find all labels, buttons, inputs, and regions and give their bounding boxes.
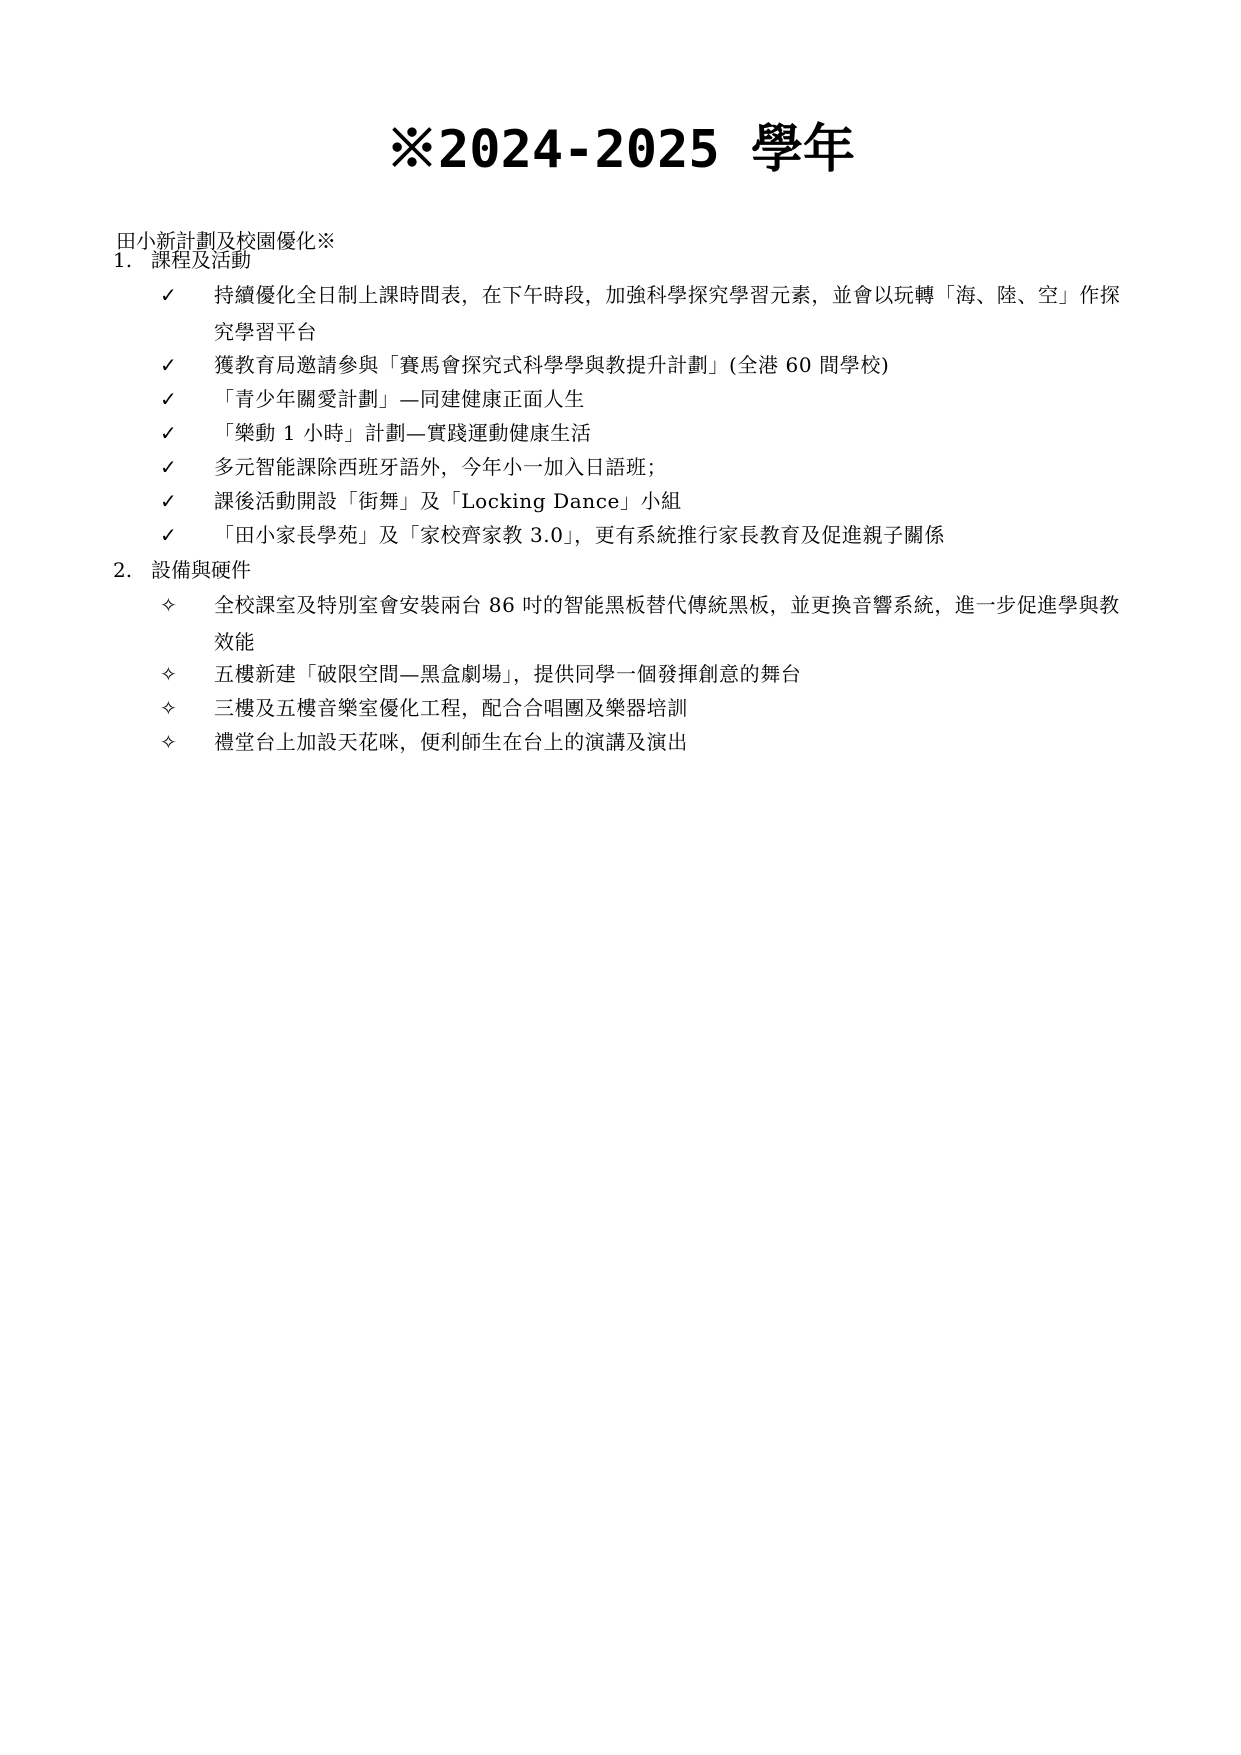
list-item-text: 課後活動開設「街舞」及「Locking Dance」小組 xyxy=(214,489,682,513)
list-item xyxy=(160,277,1140,351)
section-number: 2. xyxy=(113,558,133,582)
check-icon: ✓ xyxy=(160,523,177,547)
section-title: 設備與硬件 xyxy=(151,558,251,582)
check-icon: ✓ xyxy=(160,455,177,479)
page-subtitle: 田小新計劃及校園優化※ xyxy=(116,229,336,253)
list-item-text: 「青少年關愛計劃」—同建健康正面人生 xyxy=(214,387,585,411)
list-item xyxy=(160,724,1140,761)
list-item xyxy=(160,347,1140,384)
list-item xyxy=(160,517,1140,554)
list-item xyxy=(160,656,1140,693)
four-point-star-icon: ✧ xyxy=(160,593,177,617)
check-icon: ✓ xyxy=(160,353,177,377)
four-point-star-icon: ✧ xyxy=(160,662,177,686)
section-title: 課程及活動 xyxy=(151,248,251,272)
four-point-star-icon: ✧ xyxy=(160,696,177,720)
section-heading-facilities xyxy=(113,555,251,585)
list-item-text: 「田小家長學苑」及「家校齊家教 3.0」，更有系統推行家長教育及促進親子關係 xyxy=(214,523,945,547)
list-item xyxy=(160,415,1140,452)
list-item-text: 禮堂台上加設天花咪，便利師生在台上的演講及演出 xyxy=(214,730,688,754)
section-number: 1. xyxy=(113,248,133,272)
check-icon: ✓ xyxy=(160,421,177,445)
list-item xyxy=(160,449,1140,486)
list-item-text: 持續優化全日制上課時間表，在下午時段，加強科學探究學習元素，並會以玩轉「海、陸、空」作探究學習平台 xyxy=(214,283,1121,344)
list-item xyxy=(160,587,1140,661)
list-item-text: 「樂動 1 小時」計劃—實踐運動健康生活 xyxy=(214,421,592,445)
check-icon: ✓ xyxy=(160,387,177,411)
four-point-star-icon: ✧ xyxy=(160,730,177,754)
list-item-text: 全校課室及特別室會安裝兩台 86 吋的智能黑板替代傳統黑板，並更換音響系統，進一步促進學與教效能 xyxy=(214,593,1120,654)
list-item-text: 獲教育局邀請參與「賽馬會探究式科學學與教提升計劃」(全港 60 間學校) xyxy=(214,353,890,377)
list-item xyxy=(160,381,1140,418)
page-title: ※2024-2025 學年 xyxy=(385,120,856,180)
list-item-text: 多元智能課除西班牙語外，今年小一加入日語班； xyxy=(214,455,668,479)
check-icon: ✓ xyxy=(160,489,177,513)
list-item-text: 五樓新建「破限空間—黑盒劇場」，提供同學一個發揮創意的舞台 xyxy=(214,662,802,686)
list-item xyxy=(160,690,1140,727)
check-icon: ✓ xyxy=(160,283,177,307)
section-heading-curriculum xyxy=(113,245,251,275)
list-item xyxy=(160,483,1140,520)
list-item-text: 三樓及五樓音樂室優化工程，配合合唱團及樂器培訓 xyxy=(214,696,688,720)
